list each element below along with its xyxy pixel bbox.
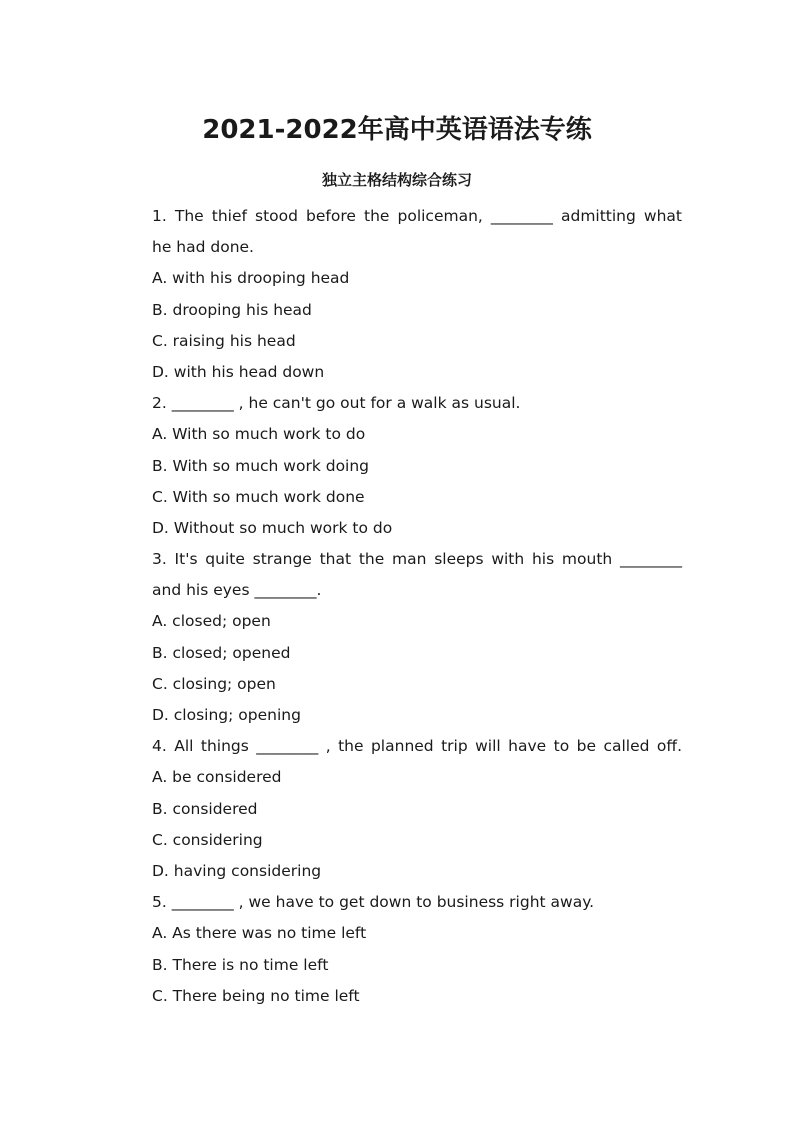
text-line: A. with his drooping head xyxy=(152,269,350,288)
page-title: 2021-2022年高中英语语法专练 xyxy=(202,115,592,145)
text-line: C. With so much work done xyxy=(152,487,365,506)
text-line: D. Without so much work to do xyxy=(152,518,393,537)
text-line: A. As there was no time left xyxy=(152,924,367,943)
text-line: 5. ________ , we have to get down to business right away. xyxy=(152,893,595,912)
text-line: D. having considering xyxy=(152,861,322,880)
text-line: B. There is no time left xyxy=(152,955,329,974)
text-line: B. closed; opened xyxy=(152,643,291,662)
text-line: D. closing; opening xyxy=(152,706,301,724)
text-line: C. considering xyxy=(152,830,263,849)
text-line: A. closed; open xyxy=(152,612,271,631)
text-line: C. There being no time left xyxy=(152,986,360,1005)
text-line: he had done. xyxy=(152,238,254,257)
text-line: A. With so much work to do xyxy=(152,425,366,444)
text-line: 3. It's quite strange that the man sleeps with his mouth ________ xyxy=(152,550,682,569)
text-line: D. with his head down xyxy=(152,362,325,381)
page-subtitle: 独立主格结构综合练习 xyxy=(321,171,472,189)
document-body xyxy=(152,201,682,1012)
text-line: C. raising his head xyxy=(152,331,296,350)
text-line: B. considered xyxy=(152,799,258,818)
text-line: B. With so much work doing xyxy=(152,456,370,475)
text-line: 4. All things ________ , the planned trip will have to be called off. xyxy=(152,737,682,756)
text-line: A. be considered xyxy=(152,768,282,787)
text-line: C. closing; open xyxy=(152,674,276,693)
text-line: B. drooping his head xyxy=(152,300,312,319)
text-line: and his eyes ________. xyxy=(152,581,322,600)
text-line: 2. ________ , he can't go out for a walk as usual. xyxy=(152,394,521,413)
text-line: 1. The thief stood before the policeman, ________ admitting what xyxy=(152,207,682,225)
